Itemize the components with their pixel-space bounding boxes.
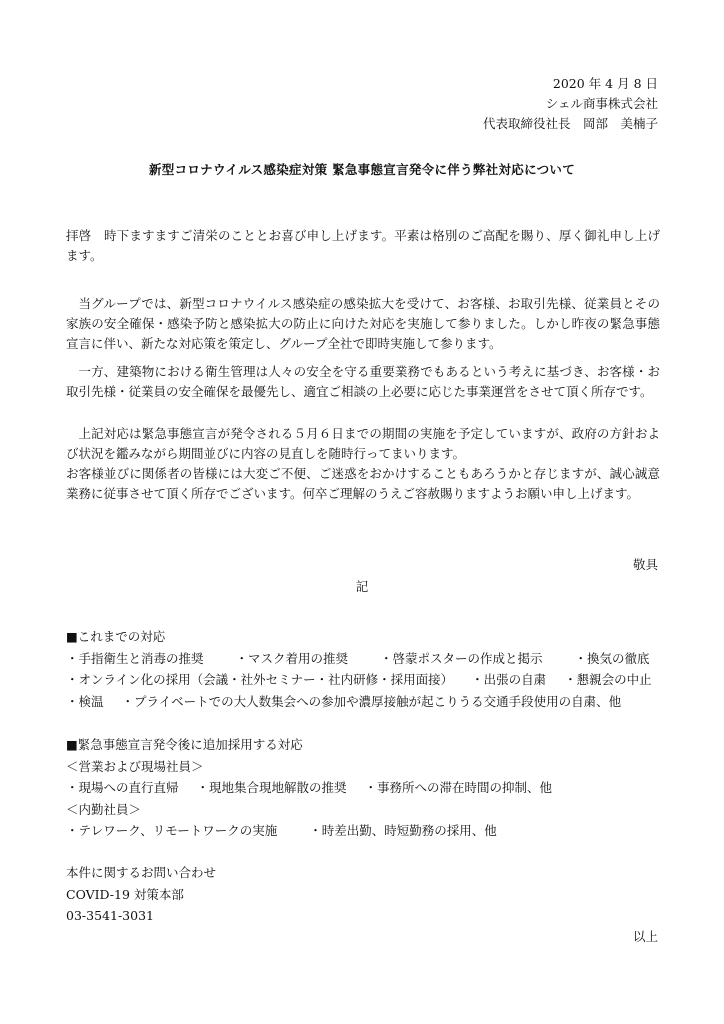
contact-department: COVID-19 対策本部: [66, 886, 184, 902]
paragraph-schedule: [66, 424, 660, 504]
list-item: ・時差出勤、時短勤務の採用、他: [309, 823, 497, 838]
list-item: ・プライベートでの大人数集会への参加や濃厚接触が起こりうる交通手段使用の自粛、他: [121, 693, 622, 709]
list-item: ・マスク着用の推奨: [235, 650, 349, 666]
measures-row: [66, 820, 686, 842]
list-item: ・検温: [66, 693, 104, 709]
document-title: 新型コロナウイルス感染症対策 緊急事態宣言発令に伴う弊社対応について: [148, 162, 576, 177]
representative-name: 代表取締役社長 岡部 美楠子: [482, 116, 658, 131]
list-item: ・啓蒙ポスターの作成と掲示: [380, 650, 543, 666]
closing-ijo: 以上: [632, 929, 658, 944]
section-heading: ■これまでの対応: [66, 629, 166, 644]
letter-header: [483, 74, 658, 134]
measures-row: [66, 669, 686, 691]
paragraph-group-response: 当グループでは、新型コロナウイルス感染症の感染拡大を受けて、お客様、お取引先様、従業員とその家族の安全確保・感染予防と感染拡大の防止に向けた対応を実施して参りました。しかし昨夜の緊急事態宣言に伴い、新たな対応策を策定し、グループ全社で即時実施して参ります。: [66, 296, 660, 351]
list-item: ・懇親会の中止: [564, 672, 652, 687]
contact-label: 本件に関するお問い合わせ: [66, 865, 217, 880]
list-item: ・現地集合現地解散の推奨: [196, 780, 347, 795]
subheading-office-staff: ＜内勤社員＞: [66, 801, 142, 817]
section-additional-measures: [66, 734, 686, 842]
letter-date: 2020 年 4 月 8 日: [552, 76, 658, 91]
list-item: ・事務所への滞在時間の抑制、他: [364, 780, 553, 795]
paragraph-schedule-text: 上記対応は緊急事態宣言が発令される５月６日までの期間の実施を予定していますが、政府の方針および状況を鑑みながら期間並びに内容の見直しを随時行ってまいります。: [66, 426, 660, 461]
list-item: ・出張の自粛: [471, 672, 547, 687]
measures-row: [66, 777, 686, 799]
section-previous-measures: [66, 626, 686, 712]
subheading-field-staff: ＜営業および現場社員＞: [66, 758, 204, 774]
measures-row: [66, 691, 686, 713]
list-item: ・オンライン化の採用（会議・社外セミナー・社内研修・採用面接）: [66, 672, 454, 687]
company-name: シェル商事株式会社: [545, 96, 658, 111]
contact-phone: 03-3541-3031: [66, 908, 154, 923]
list-item: ・換気の徹底: [574, 650, 650, 666]
ki-marker: 記: [355, 579, 369, 594]
contact-block: [66, 862, 216, 927]
list-item: ・テレワーク、リモートワークの実施: [66, 823, 278, 838]
greeting-paragraph: 拝啓 時下ますますご清栄のこととお喜び申し上げます。平素は格別のご高配を賜り、厚く御礼申し上げます。: [66, 228, 660, 263]
measures-row: [66, 648, 686, 670]
paragraph-building-hygiene: 一方、建築物における衛生管理は人々の安全を守る重要業務でもあるという考えに基づき、お客様・お取引先様・従業員の安全確保を最優先し、適宜ご相談の上必要に応じた事業運営をさせて頂く所存です。: [66, 364, 660, 399]
paragraph-apology-text: お客様並びに関係者の皆様には大変ご不便、ご迷惑をおかけすることもあろうかと存じますが、誠心誠意業務に従事させて頂く所存でございます。何卒ご理解のうえご容赦賜りますようお願い申し上げます。: [66, 466, 660, 501]
section-heading: ■緊急事態宣言発令後に追加採用する対応: [66, 737, 303, 752]
list-item: ・手指衛生と消毒の推奨: [66, 650, 204, 666]
closing-keigu: 敬具: [632, 557, 658, 572]
list-item: ・現場への直行直帰: [66, 780, 179, 795]
